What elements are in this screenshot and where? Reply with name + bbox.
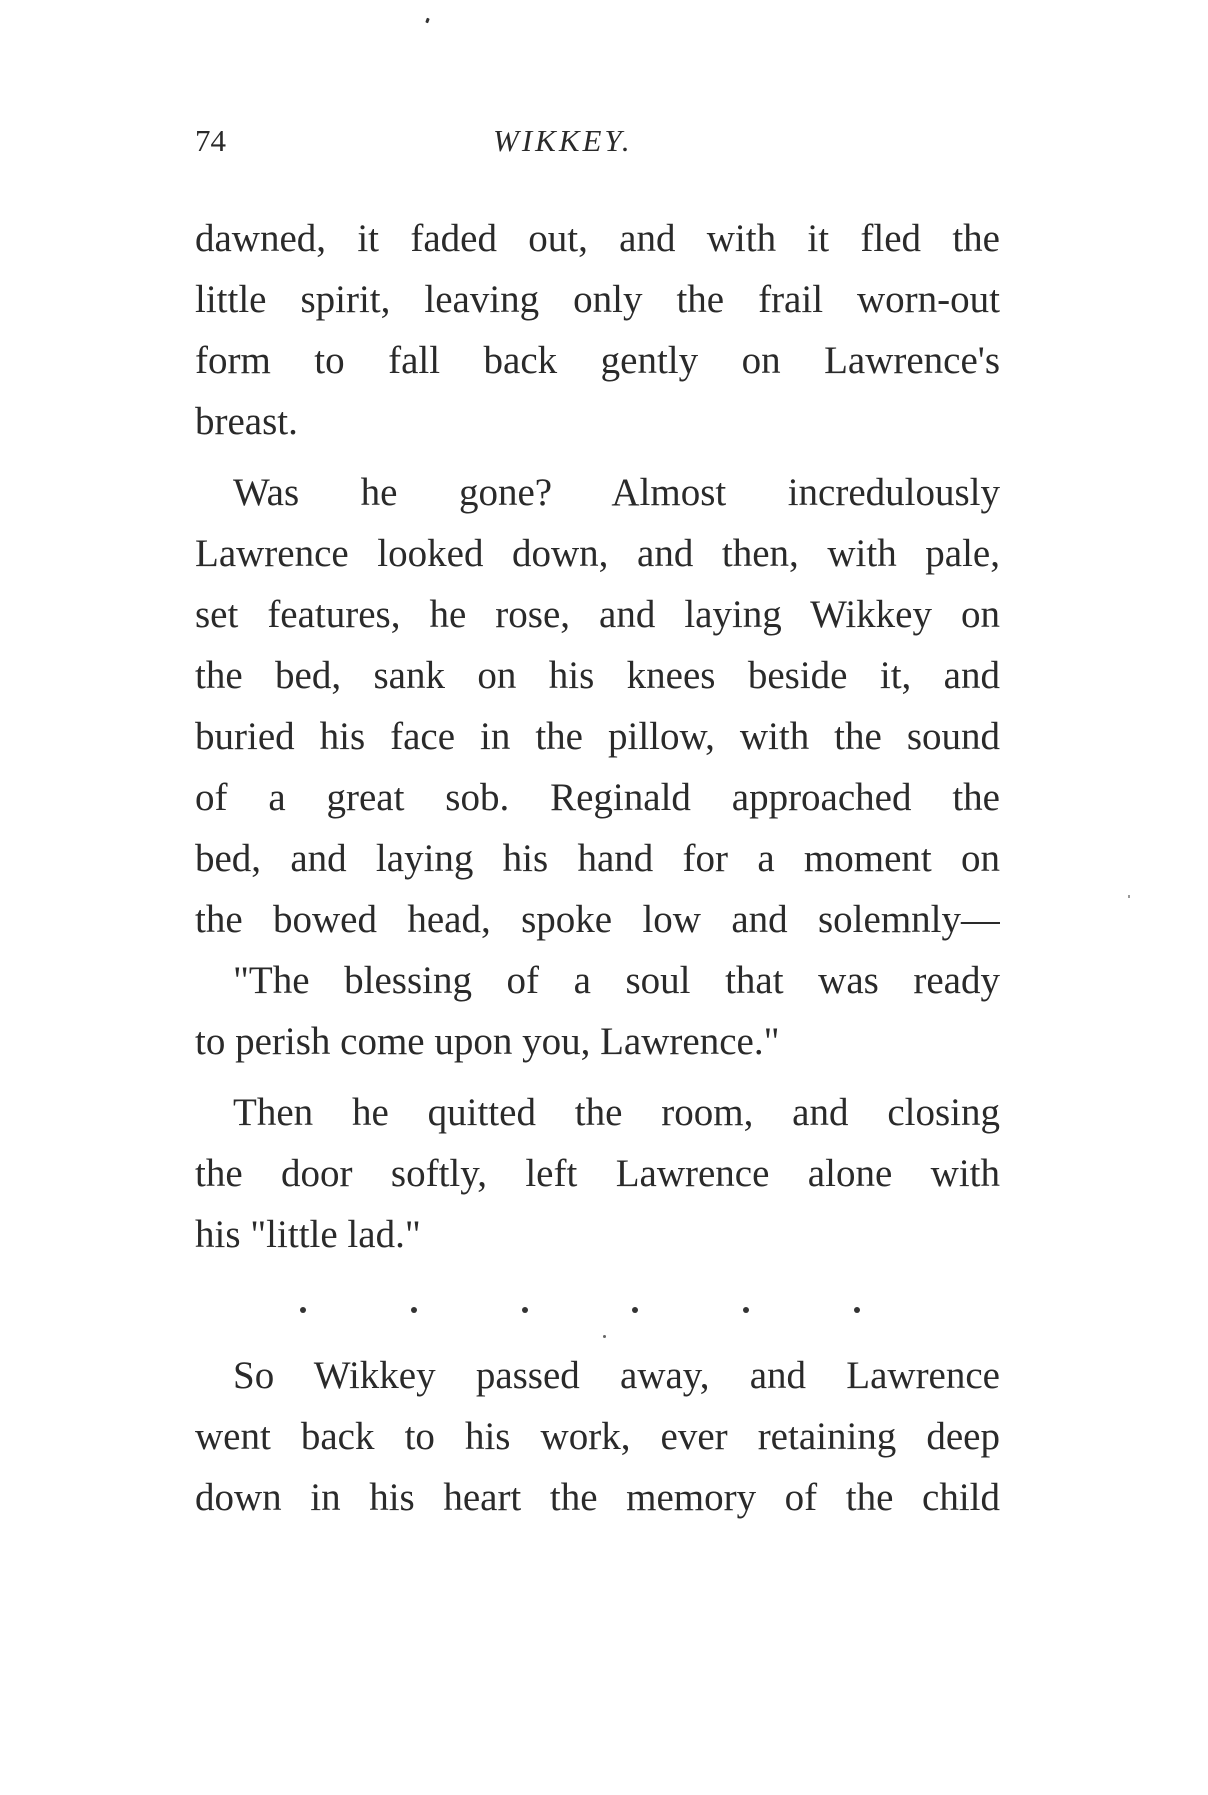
text-line: to perish come upon you, Lawrence.": [195, 1020, 780, 1063]
text-line: bed, and laying his hand for a moment on: [195, 837, 1000, 880]
separator-dot: [632, 1307, 638, 1313]
separator-dot: [300, 1307, 306, 1313]
body-text-bottom: [195, 1345, 1000, 1528]
text-line: his "little lad.": [195, 1213, 421, 1256]
running-title: WIKKEY.: [493, 123, 633, 158]
text-line: the bed, sank on his knees beside it, and: [195, 654, 1000, 697]
text-line: dawned, it faded out, and with it fled the: [195, 217, 1000, 260]
page-number: 74: [195, 123, 226, 158]
text-line: went back to his work, ever retaining deep: [195, 1415, 1000, 1458]
section-separator: [300, 1300, 860, 1320]
text-line: the bowed head, spoke low and solemnly—: [195, 898, 1000, 941]
text-line: little spirit, leaving only the frail worn-out: [195, 278, 1000, 321]
separator-dot: [854, 1307, 860, 1313]
text-line: the door softly, left Lawrence alone with: [195, 1152, 1000, 1195]
text-line: So Wikkey passed away, and Lawrence: [233, 1354, 1000, 1397]
text-line: form to fall back gently on Lawrence's: [195, 339, 1000, 382]
text-line: breast.: [195, 400, 298, 443]
print-speck: [603, 1335, 606, 1338]
text-line: down in his heart the memory of the child: [195, 1476, 1000, 1519]
text-line: Was he gone? Almost incredulously: [233, 471, 1000, 514]
print-speck: [425, 18, 430, 24]
separator-dot: [743, 1307, 749, 1313]
separator-dot: [411, 1307, 417, 1313]
margin-speck: [1128, 895, 1130, 898]
separator-dot: [522, 1307, 528, 1313]
text-line: Then he quitted the room, and closing: [233, 1091, 1000, 1134]
running-head: [195, 123, 1001, 163]
text-line: set features, he rose, and laying Wikkey on: [195, 593, 1000, 636]
text-line: Lawrence looked down, and then, with pale,: [195, 532, 1000, 575]
text-line: buried his face in the pillow, with the sound: [195, 715, 1000, 758]
text-line: "The blessing of a soul that was ready: [233, 959, 1000, 1002]
body-text-top: [195, 208, 1000, 1265]
text-line: of a great sob. Reginald approached the: [195, 776, 1000, 819]
